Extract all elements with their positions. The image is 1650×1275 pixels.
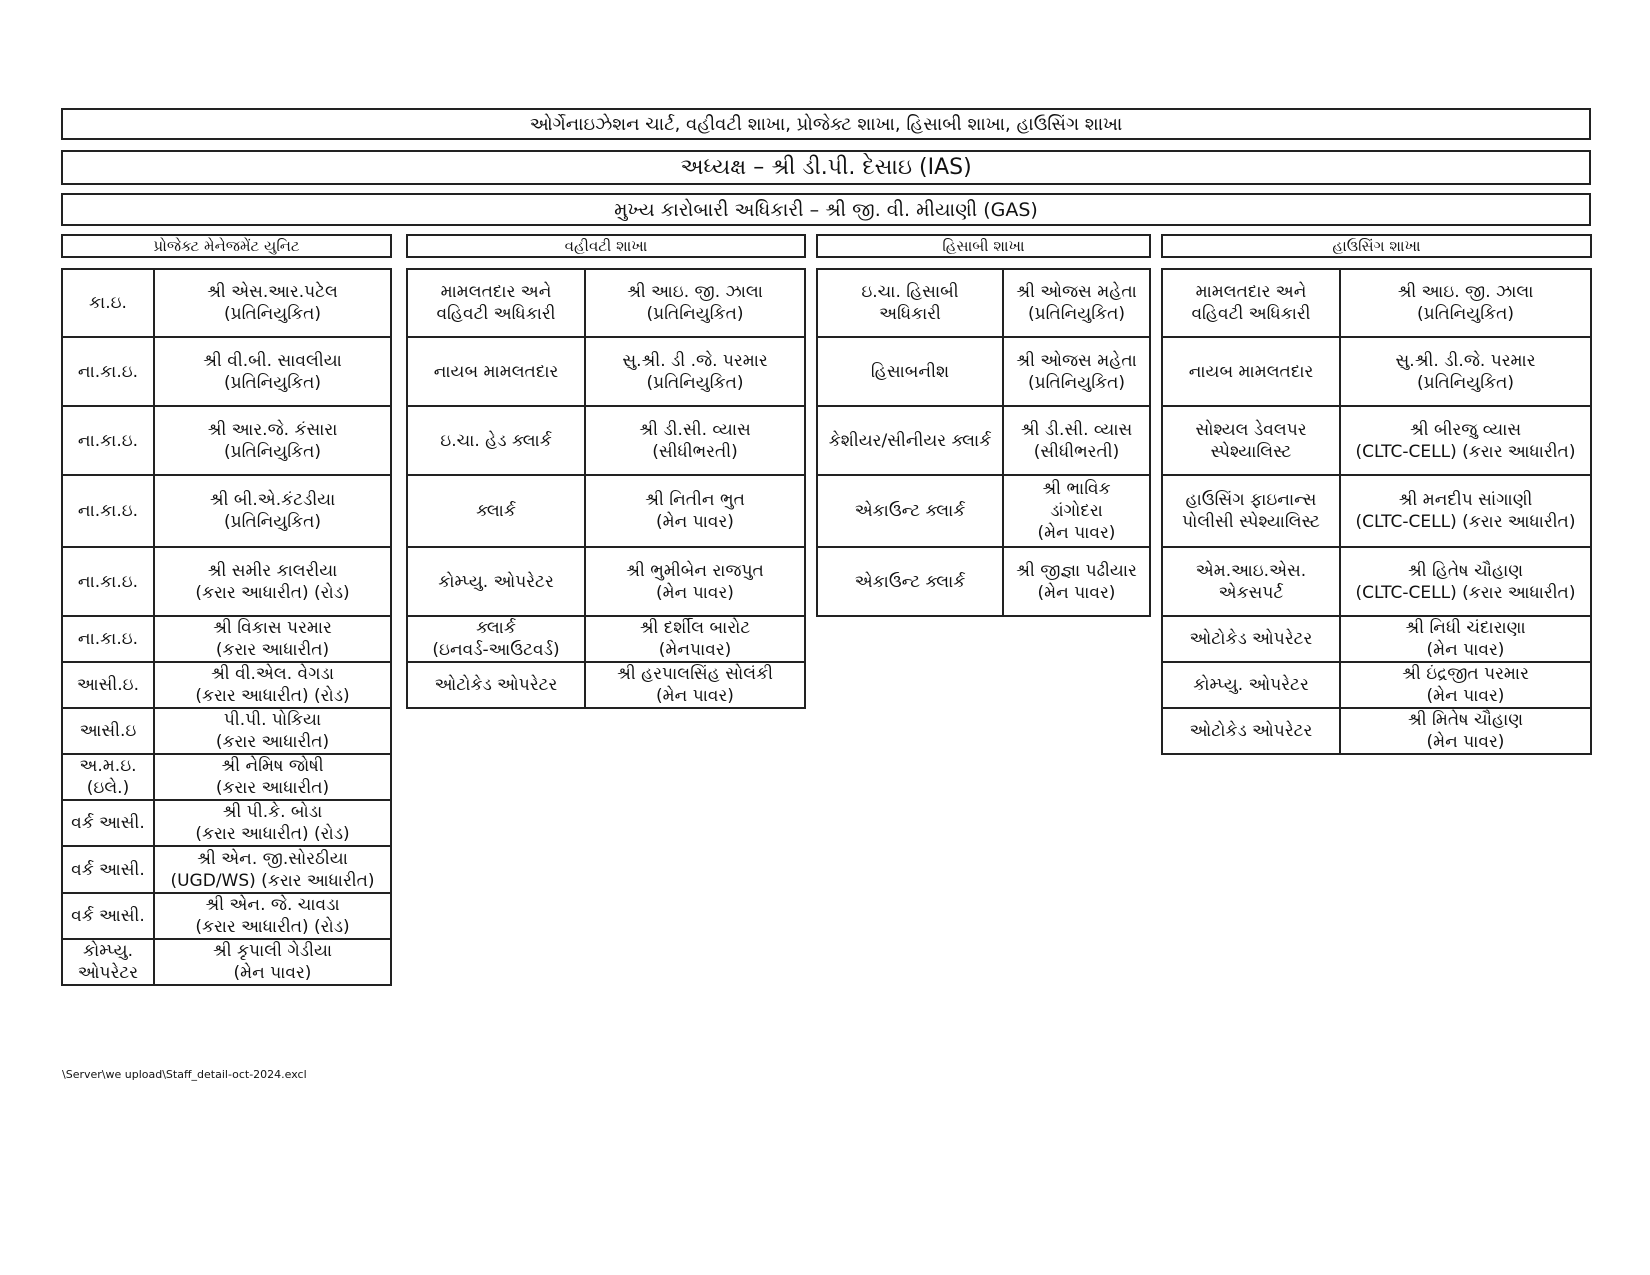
appointment-type: (CLTC-CELL) (કરાર આધારીત) <box>1355 512 1576 532</box>
admin-staff-table <box>406 268 806 709</box>
employee-cell <box>154 800 391 846</box>
designation-cell <box>62 269 154 337</box>
designation: ઇ.ચા. હિસાબી <box>861 282 959 302</box>
designation-cell <box>62 662 154 708</box>
appointment-type: (મેન પાવર) <box>1426 732 1505 752</box>
designation-cell <box>1162 708 1340 754</box>
employee-name: શ્રી દર્શીલ બારોટ <box>639 618 751 638</box>
designation-cell <box>1162 616 1340 662</box>
employee-cell <box>154 406 391 475</box>
staff-row <box>62 337 391 406</box>
housing-staff-table <box>1161 268 1592 755</box>
employee-name: શ્રી આઇ. જી. ઝાલા <box>627 282 763 302</box>
designation: વર્ક આસી. <box>71 859 145 880</box>
staff-row <box>407 475 805 547</box>
appointment-type: (સીધીભરતી) <box>1033 441 1120 462</box>
employee-name: શ્રી બી.એ.કંટડીયા <box>209 490 336 510</box>
designation: કેશીયર/સીનીયર ક્લાર્ક <box>828 430 992 451</box>
staff-row <box>1162 708 1591 754</box>
designation: ઓટોકેડ ઓપરેટર <box>434 675 558 695</box>
staff-row <box>62 475 391 547</box>
staff-row <box>1162 269 1591 337</box>
staff-row <box>62 406 391 475</box>
designation: ઓટોકેડ ઓપરેટર <box>1189 721 1313 741</box>
employee-name: શ્રી નિધી ચંદારાણા <box>1405 618 1526 638</box>
employee-cell <box>585 616 805 662</box>
designation-line2: વહિવટી અધિકારી <box>1191 304 1311 324</box>
employee-cell <box>585 406 805 475</box>
designation: ના.કા.ઇ. <box>77 501 139 521</box>
designation-cell <box>62 800 154 846</box>
employee-cell <box>154 547 391 616</box>
appointment-type: (મેન પાવર) <box>233 963 312 983</box>
designation-cell <box>1162 406 1340 475</box>
appointment-type: (કરાર આધારીત) <box>215 640 330 660</box>
designation: ના.કા.ઇ. <box>77 629 139 649</box>
employee-cell <box>1003 547 1150 616</box>
appointment-type: (મેનપાવર) <box>658 640 732 660</box>
staff-row <box>407 547 805 616</box>
appointment-type: (મેન પાવર) <box>1426 640 1505 660</box>
appointment-type: (પ્રતિનિયુકિત) <box>1028 304 1125 324</box>
designation: નાયબ મામલતદાર <box>1188 361 1314 382</box>
designation: ઇ.ચા. હેડ ક્લાર્ક <box>440 430 552 451</box>
appointment-type: (કરાર આધારીત) <box>215 778 330 798</box>
designation-line2: વહિવટી અધિકારી <box>436 304 556 324</box>
accounts-section-title: હિસાબી શાખા <box>816 234 1151 258</box>
designation: ક્લાર્ક <box>476 618 516 638</box>
designation-cell <box>62 616 154 662</box>
designation: વર્ક આસી. <box>71 906 145 926</box>
staff-row <box>62 269 391 337</box>
designation-cell <box>62 475 154 547</box>
appointment-type: (સીધીભરતી) <box>652 441 738 462</box>
staff-row <box>1162 406 1591 475</box>
file-path-footer: \Server\we upload\Staff_detail-oct-2024.excl <box>62 1068 307 1081</box>
appointment-type: (પ્રતિનિયુકિત) <box>224 441 321 462</box>
designation: મામલતદાર અને <box>1195 282 1307 302</box>
designation-cell <box>1162 269 1340 337</box>
designation-cell <box>62 893 154 939</box>
designation-cell <box>62 406 154 475</box>
employee-cell <box>585 547 805 616</box>
staff-row <box>62 846 391 893</box>
appointment-type: (મેન પાવર) <box>1426 686 1505 706</box>
designation: કોમ્પ્યુ. ઓપરેટર <box>1193 675 1309 695</box>
employee-cell <box>154 708 391 754</box>
staff-row <box>62 547 391 616</box>
employee-name: શ્રી ભુમીબેન રાજપુત <box>626 560 764 581</box>
staff-row <box>407 269 805 337</box>
appointment-type: (પ્રતિનિયુકિત) <box>646 304 744 324</box>
employee-name: શ્રી હિતેષ ચૌહાણ <box>1407 560 1524 581</box>
staff-row <box>1162 662 1591 708</box>
employee-cell <box>154 337 391 406</box>
chairman-banner: અધ્યક્ષ – શ્રી ડી.પી. દેસાઇ (IAS) <box>61 150 1591 185</box>
employee-name: શ્રી વી.એલ. વેગડા <box>210 664 335 684</box>
staff-row <box>817 475 1150 547</box>
designation-cell <box>407 547 585 616</box>
appointment-type: (મેન પાવર) <box>656 582 734 603</box>
employee-name: શ્રી ઓજસ મહેતા <box>1016 282 1137 302</box>
staff-row <box>62 662 391 708</box>
employee-cell <box>585 662 805 708</box>
employee-name: શ્રી એન. જી.સોરઠીયા <box>197 848 348 869</box>
designation-line2: ઓપરેટર <box>77 963 139 983</box>
employee-name: શ્રી મનદીપ સાંગાણી <box>1398 490 1533 510</box>
appointment-type: (કરાર આધારીત) <box>215 732 330 752</box>
designation: કા.ઇ. <box>89 293 127 313</box>
employee-name-line2: ડાંગોદરા <box>1050 501 1103 521</box>
designation-cell <box>407 475 585 547</box>
designation: હાઉસિંગ ફાઇનાન્સ <box>1185 490 1317 510</box>
employee-cell <box>1340 662 1591 708</box>
staff-row <box>62 616 391 662</box>
designation: મામલતદાર અને <box>440 282 552 302</box>
ceo-banner: મુખ્ય કારોબારી અધિકારી – શ્રી જી. વી. મીયાણી (GAS) <box>61 193 1591 226</box>
staff-row <box>62 708 391 754</box>
staff-row <box>62 939 391 985</box>
appointment-type: (UGD/WS) (કરાર આધારીત) <box>170 870 375 891</box>
designation: એકાઉન્ટ ક્લાર્ક <box>854 501 966 521</box>
designation-cell <box>62 547 154 616</box>
designation-cell <box>1162 547 1340 616</box>
pmu-section-title: પ્રોજેક્ટ મેનેજમેંટ યુનિટ <box>61 234 392 258</box>
employee-cell <box>154 893 391 939</box>
appointment-type: (પ્રતિનિયુકિત) <box>224 372 321 393</box>
designation-cell <box>407 616 585 662</box>
employee-name: શ્રી સમીર કાલરીયા <box>207 560 338 581</box>
designation-line2: એકસપર્ટ <box>1218 582 1284 603</box>
appointment-type: (કરાર આધારીત) (રોડ) <box>195 917 350 937</box>
employee-cell <box>1003 406 1150 475</box>
employee-cell <box>585 475 805 547</box>
housing-section-title: હાઉસિંગ શાખા <box>1161 234 1592 258</box>
employee-cell <box>1340 269 1591 337</box>
appointment-type: (મેન પાવર) <box>1037 582 1116 603</box>
appointment-type: (પ્રતિનિયુકિત) <box>224 304 321 324</box>
appointment-type: (CLTC-CELL) (કરાર આધારીત) <box>1355 441 1576 462</box>
employee-name: શ્રી ઇંદ્રજીત પરમાર <box>1402 664 1529 684</box>
employee-name: સુ.શ્રી. ડી.જે. પરમાર <box>1395 350 1536 371</box>
staff-row <box>817 269 1150 337</box>
employee-cell <box>154 846 391 893</box>
employee-cell <box>1340 708 1591 754</box>
employee-cell <box>1340 475 1591 547</box>
designation-cell <box>1162 475 1340 547</box>
appointment-type: (કરાર આધારીત) (રોડ) <box>195 686 350 706</box>
designation-cell <box>817 337 1003 406</box>
employee-name: શ્રી વિકાસ પરમાર <box>213 618 332 638</box>
employee-name: શ્રી ડી.સી. વ્યાસ <box>639 419 751 440</box>
employee-name: શ્રી હરપાલસિંહ સોલંકી <box>617 664 773 684</box>
designation-cell <box>62 708 154 754</box>
designation-line2: (ઇલે.) <box>86 778 130 798</box>
employee-cell <box>1340 337 1591 406</box>
employee-name: શ્રી મિતેષ ચૌહાણ <box>1407 710 1524 730</box>
designation: નાયબ મામલતદાર <box>433 361 559 382</box>
employee-cell <box>1003 337 1150 406</box>
appointment-type: (કરાર આધારીત) (રોડ) <box>195 824 350 844</box>
employee-name: શ્રી આર.જે. કંસારા <box>207 419 338 440</box>
employee-name: પી.પી. પોકિયા <box>223 710 322 730</box>
appointment-type: (CLTC-CELL) (કરાર આધારીત) <box>1355 582 1576 603</box>
designation: સોશ્યલ ડેવલપર <box>1195 419 1307 440</box>
chart-title: ઓર્ગેનાઇઝેશન ચાર્ટ, વહીવટી શાખા, પ્રોજેક્ટ શાખા, હિસાબી શાખા, હાઉસિંગ શાખા <box>61 108 1591 140</box>
employee-name: સુ.શ્રી. ડી .જે. પરમાર <box>622 350 768 371</box>
staff-row <box>1162 475 1591 547</box>
staff-row <box>62 754 391 800</box>
designation: ના.કા.ઇ. <box>77 361 139 382</box>
employee-name: શ્રી આઇ. જી. ઝાલા <box>1397 282 1534 302</box>
employee-name: શ્રી જીજ્ઞા પઢીયાર <box>1016 560 1137 581</box>
designation-line2: સ્પેશ્યાલિસ્ટ <box>1210 441 1292 462</box>
employee-name: શ્રી વી.બી. સાવલીયા <box>203 350 342 371</box>
designation-cell <box>817 475 1003 547</box>
appointment-type: (મેન પાવર) <box>656 686 734 706</box>
employee-cell <box>1003 475 1150 547</box>
designation: વર્ક આસી. <box>71 813 145 833</box>
appointment-type: (પ્રતિનિયુકિત) <box>224 512 321 532</box>
employee-cell <box>1340 547 1591 616</box>
employee-name: શ્રી ભાવિક <box>1042 479 1111 499</box>
staff-row <box>817 547 1150 616</box>
admin-section-title: વહીવટી શાખા <box>406 234 806 258</box>
employee-name: શ્રી એન. જે. ચાવડા <box>205 895 340 915</box>
designation-line2: અધિકારી <box>879 304 941 324</box>
designation: કોમ્પ્યુ. <box>83 941 133 961</box>
appointment-type: (પ્રતિનિયુકિત) <box>1417 372 1514 393</box>
designation-cell <box>817 269 1003 337</box>
employee-cell <box>154 269 391 337</box>
staff-row <box>407 337 805 406</box>
employee-cell <box>154 754 391 800</box>
employee-name: શ્રી નિતીન ભુત <box>645 490 745 510</box>
staff-row <box>407 406 805 475</box>
designation-cell <box>407 337 585 406</box>
employee-name: શ્રી પી.કે. બોડા <box>222 802 323 822</box>
appointment-type: (પ્રતિનિયુકિત) <box>1417 304 1514 324</box>
designation-cell <box>407 662 585 708</box>
designation-cell <box>62 846 154 893</box>
designation-cell <box>62 337 154 406</box>
employee-cell <box>154 616 391 662</box>
appointment-type: (કરાર આધારીત) (રોડ) <box>195 582 350 603</box>
designation-cell <box>62 939 154 985</box>
designation: ના.કા.ઇ. <box>77 571 139 592</box>
designation: એકાઉન્ટ ક્લાર્ક <box>854 571 966 592</box>
staff-row <box>407 616 805 662</box>
designation: કોમ્પ્યુ. ઓપરેટર <box>438 571 554 592</box>
designation-cell <box>1162 662 1340 708</box>
appointment-type: (પ્રતિનિયુકિત) <box>1028 372 1125 393</box>
employee-cell <box>1340 406 1591 475</box>
employee-cell <box>1340 616 1591 662</box>
staff-row <box>1162 616 1591 662</box>
designation: ના.કા.ઇ. <box>77 430 139 451</box>
appointment-type: (પ્રતિનિયુકિત) <box>646 372 744 393</box>
employee-cell <box>154 475 391 547</box>
designation-cell <box>817 406 1003 475</box>
staff-row <box>62 800 391 846</box>
employee-name: શ્રી નેમિષ જોષી <box>221 756 324 776</box>
designation-cell <box>1162 337 1340 406</box>
employee-cell <box>154 662 391 708</box>
pmu-staff-table <box>61 268 392 986</box>
designation-line2: (ઇનવર્ડ-આઉટવર્ડ) <box>432 640 560 660</box>
appointment-type: (મેન પાવર) <box>656 512 734 532</box>
employee-name: શ્રી ઓજસ મહેતા <box>1016 350 1137 371</box>
designation-cell <box>62 754 154 800</box>
designation: એમ.આઇ.એસ. <box>1195 560 1307 581</box>
designation-line2: પોલીસી સ્પેશ્યાલિસ્ટ <box>1182 512 1320 532</box>
employee-name: શ્રી એસ.આર.પટેલ <box>207 282 338 302</box>
staff-row <box>1162 337 1591 406</box>
employee-name: શ્રી કૃપાલી ગેડીયા <box>212 941 333 961</box>
employee-cell <box>1003 269 1150 337</box>
staff-row <box>1162 547 1591 616</box>
employee-name: શ્રી બીરજુ વ્યાસ <box>1409 419 1522 440</box>
designation: ક્લાર્ક <box>476 501 516 521</box>
appointment-type: (મેન પાવર) <box>1037 523 1116 543</box>
employee-name: શ્રી ડી.સી. વ્યાસ <box>1020 419 1133 440</box>
staff-row <box>817 406 1150 475</box>
designation: આસી.ઇ. <box>77 675 139 695</box>
staff-row <box>817 337 1150 406</box>
employee-cell <box>154 939 391 985</box>
accounts-staff-table <box>816 268 1151 617</box>
designation-cell <box>817 547 1003 616</box>
designation: આસી.ઇ <box>79 721 137 741</box>
staff-row <box>62 893 391 939</box>
staff-row <box>407 662 805 708</box>
designation: હિસાબનીશ <box>870 361 950 382</box>
designation-cell <box>407 406 585 475</box>
employee-cell <box>585 269 805 337</box>
designation: ઓટોકેડ ઓપરેટર <box>1189 629 1313 649</box>
designation: અ.મ.ઇ. <box>79 756 137 776</box>
employee-cell <box>585 337 805 406</box>
designation-cell <box>407 269 585 337</box>
